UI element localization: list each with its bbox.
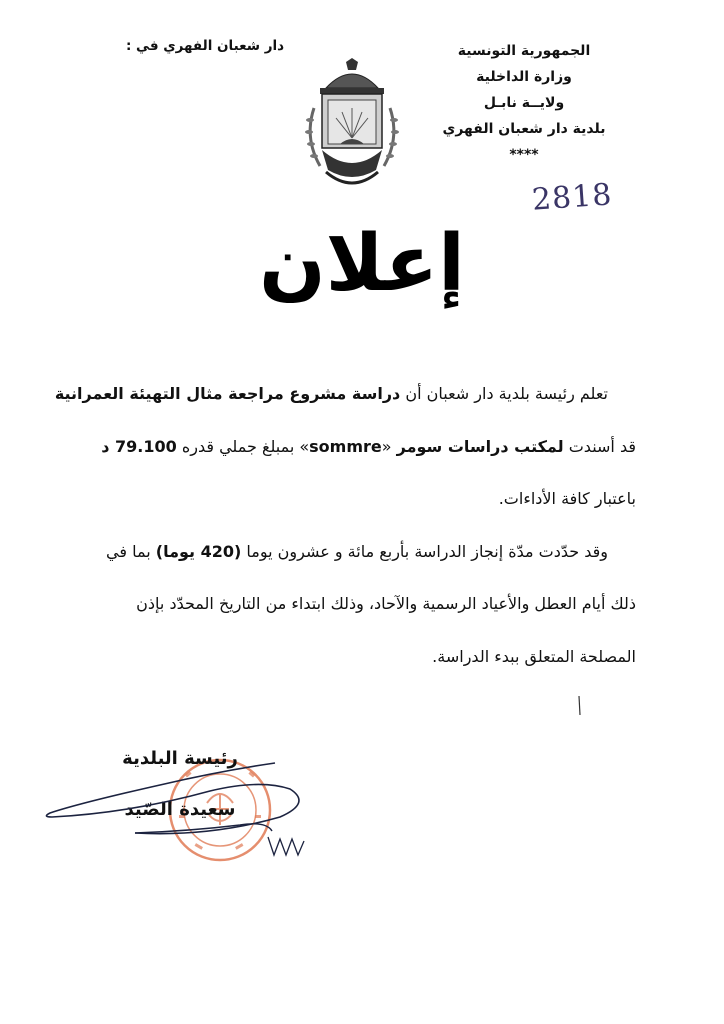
ink-mark — [575, 695, 583, 717]
handwritten-signature — [40, 755, 380, 875]
body-line — [76, 526, 636, 579]
handwritten-reference-number: 2818 — [530, 177, 614, 218]
body-text-run: تعلم رئيسة بلدية دار شعبان أن — [400, 384, 608, 403]
header-governorate: ولايــة نابـل — [483, 95, 565, 111]
municipal-crest-icon — [296, 58, 408, 200]
body-line: باعتبار كافة الأداءات. — [498, 489, 636, 508]
body-text-run: بما في — [106, 541, 156, 561]
body-text-run: قد أسندت — [563, 436, 636, 456]
body-line — [76, 421, 636, 474]
duration-days: (420 يوما) — [155, 541, 242, 561]
signatory-name: سعيدة الصّيد — [124, 799, 236, 820]
contract-amount: 79.100 د — [101, 436, 177, 456]
signatory-title: رئيسة البلدية — [122, 748, 238, 769]
body-text-run: وقد حدّدت مدّة إنجاز الدراسة بأربع مائة و عشرون يوما — [241, 541, 608, 561]
body-line: المصلحة المتعلق ببدء الدراسة. — [432, 646, 636, 666]
issuer-header — [424, 38, 624, 168]
paragraph-duration — [76, 526, 636, 684]
date-line: دار شعبان الفهري في : — [125, 38, 285, 54]
contractor-name: لمكتب دراسات سومر — [396, 436, 564, 456]
body-text-run: » بمبلغ جملي قدره — [176, 436, 310, 456]
paragraph-award — [54, 368, 636, 526]
announcement-title: إعلان — [259, 219, 465, 309]
header-municipality: بلدية دار شعبان الفهري — [442, 121, 606, 137]
contractor-latin-name: sommre — [309, 436, 382, 456]
body-line — [54, 368, 636, 421]
header-ministry: وزارة الداخلية — [476, 69, 572, 85]
project-name: دراسة مشروع مراجعة مثال التهيئة العمرانية — [54, 384, 401, 403]
announcement-body — [54, 368, 636, 683]
header-republic: الجمهورية التونسية — [457, 43, 591, 59]
header-stars: **** — [509, 147, 539, 163]
body-text-run: « — [381, 436, 397, 456]
body-line: ذلك أيام العطل والأعياد الرسمية والآحاد، وذلك ابتداء من التاريخ المحدّد بإذن — [136, 594, 636, 613]
